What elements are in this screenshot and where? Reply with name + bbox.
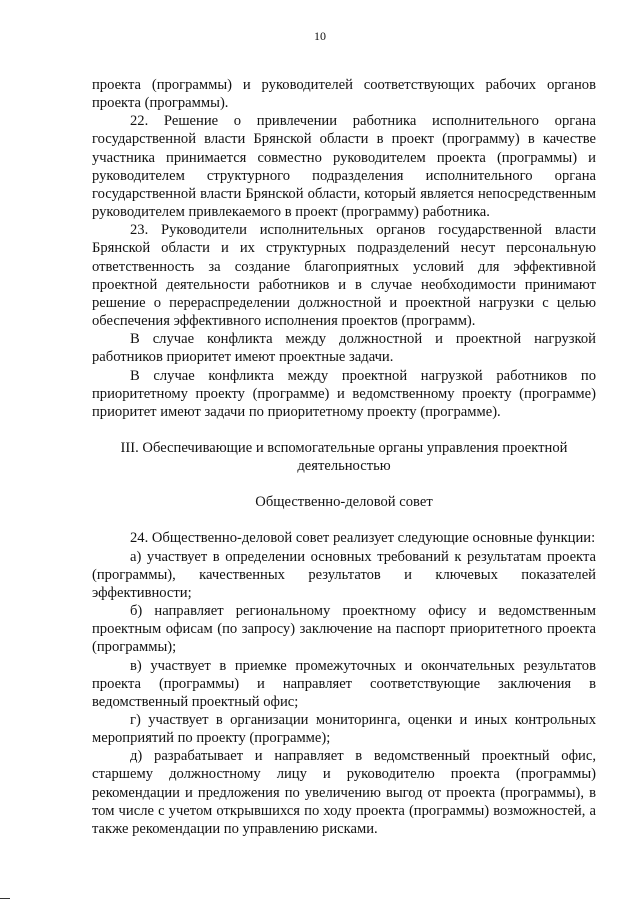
list-item-v: в) участвует в приемке промежуточных и окончательных результатов проекта (программы) и направляет соответствующие заключения в ведомственный проектный офис; [92, 657, 596, 710]
section-heading: III. Обеспечивающие и вспомогательные органы управления проектной деятельностью [120, 439, 568, 475]
scan-edge-mark [0, 898, 10, 899]
list-item-a: а) участвует в определении основных требований к результатам проекта (программы), качественных результатов и ключевых показателей эффективности; [92, 548, 596, 601]
sub-heading: Общественно-деловой совет [255, 494, 433, 511]
paragraph-continuation: проекта (программы) и руководителей соответствующих рабочих органов проекта (программы). [92, 77, 596, 112]
paragraph-conflict-project: В случае конфликта между проектной нагрузкой работников по приоритетному проекту (программе) и ведомственному проекту (программе) приоритет имеют задачи по приоритетному проекту (программе). [92, 367, 596, 420]
paragraph-23: 23. Руководители исполнительных органов государственной власти Брянской области и их структурных подразделений несут персональную ответственность за создание благоприятных условий для эффективной проектной деятельности работников и в случае необходимости принимают решение о перераспределении должностной и проектной нагрузки с целью обеспечения эффективного исполнения проектов (программ). [92, 222, 596, 330]
paragraph-conflict-duty: В случае конфликта между должностной и проектной нагрузкой работников приоритет имеют проектные задачи. [92, 331, 596, 366]
page-number: 10 [314, 29, 326, 43]
list-item-g: г) участвует в организации мониторинга, оценки и иных контрольных мероприятий по проекту (программе); [92, 712, 596, 747]
paragraph-24: 24. Общественно-деловой совет реализует следующие основные функции: [130, 530, 596, 547]
paragraph-22: 22. Решение о привлечении работника исполнительного органа государственной власти Брянской области в проект (программу) в качестве участника принимается совместно руководителем проекта (программы) и руководителем структурного подразделения исполнительного органа государственной власти Брянской области, который является непосредственным руководителем привлекаемого в проект (программу) работника. [92, 113, 596, 221]
list-item-b: б) направляет региональному проектному офису и ведомственным проектным офисам (по запросу) заключение на паспорт приоритетного проекта (программы); [92, 603, 596, 656]
document-body [92, 76, 596, 838]
list-item-d: д) разрабатывает и направляет в ведомственный проектный офис, старшему должностному лицу и руководителю проекта (программы) рекомендации и предложения по увеличению выгод от проекта (программы), в том числе с учетом открывшихся по ходу проекта (программы) возможностей, а также рекомендации по управлению рисками. [92, 748, 596, 837]
